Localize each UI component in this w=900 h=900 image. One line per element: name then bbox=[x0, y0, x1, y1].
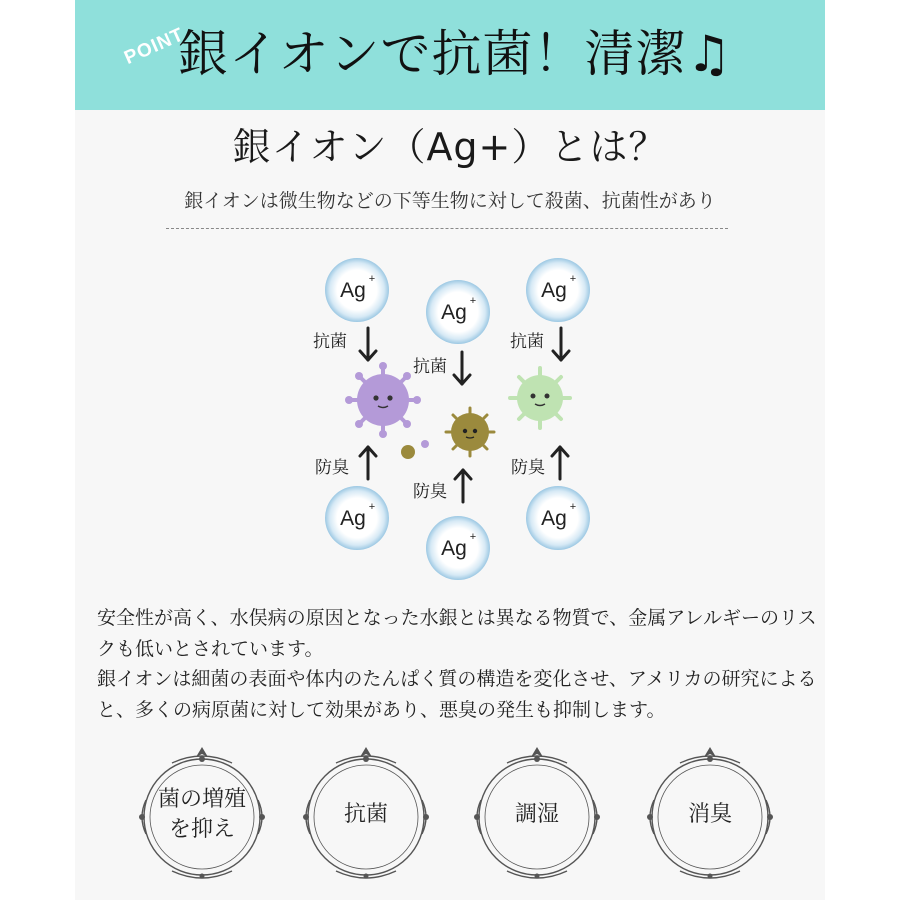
effect-paragraph: 銀イオンは細菌の表面や体内のたんぱく質の構造を変化させ、アメリカの研究によると、多くの病原菌に対して効果があり、悪臭の発生も抑制します。 bbox=[97, 668, 817, 721]
badge-deodorize bbox=[640, 745, 780, 885]
svg-text:+: + bbox=[569, 501, 577, 513]
olive-germ-icon bbox=[446, 408, 494, 456]
deodorize-label-left bbox=[315, 458, 349, 478]
olive-spore-icon bbox=[401, 445, 415, 459]
svg-text:抗菌: 抗菌 bbox=[413, 357, 447, 377]
section-title: 銀イオン（Ag+）とは？ bbox=[232, 125, 668, 169]
antibacterial-label-middle bbox=[413, 357, 447, 377]
svg-text:抗菌: 抗菌 bbox=[510, 332, 544, 352]
ion-top-right bbox=[526, 258, 590, 322]
antibacterial-label-right bbox=[510, 332, 544, 352]
up-arrow-icon bbox=[360, 447, 376, 479]
silver-ion-diagram bbox=[290, 250, 620, 590]
svg-text:+: + bbox=[469, 295, 477, 307]
ion-bottom-left bbox=[325, 486, 389, 550]
svg-text:防臭: 防臭 bbox=[315, 458, 349, 478]
svg-text:+: + bbox=[469, 531, 477, 543]
up-arrow-icon bbox=[552, 447, 568, 479]
svg-text:+: + bbox=[368, 501, 376, 513]
badge-suppress-growth bbox=[132, 745, 272, 885]
point-tag: POINT bbox=[121, 24, 188, 69]
up-arrow-icon bbox=[455, 470, 471, 502]
badge-line2: を抑え bbox=[168, 817, 235, 842]
ion-bottom-right bbox=[526, 486, 590, 550]
purple-spore-icon bbox=[421, 440, 429, 448]
badge-line1: 菌の増殖 bbox=[157, 787, 246, 812]
svg-text:Ag: Ag bbox=[441, 537, 467, 560]
dashed-divider bbox=[166, 228, 728, 229]
svg-text:Ag: Ag bbox=[541, 507, 567, 530]
down-arrow-icon bbox=[553, 328, 569, 360]
deodorize-label-right bbox=[511, 458, 545, 478]
svg-text:防臭: 防臭 bbox=[413, 482, 447, 502]
section-subtitle: 銀イオンは微生物などの下等生物に対して殺菌、抗菌性があり bbox=[184, 190, 716, 212]
svg-text:Ag: Ag bbox=[340, 279, 366, 302]
ion-top-left bbox=[325, 258, 389, 322]
down-arrow-icon bbox=[360, 328, 376, 360]
svg-text:Ag: Ag bbox=[340, 507, 366, 530]
deodorize-label-middle bbox=[413, 482, 447, 502]
badge-humidity-control bbox=[467, 745, 607, 885]
safety-paragraph: 安全性が高く、水俣病の原因となった水銀とは異なる物質で、金属アレルギーのリスクも低いとされています。 bbox=[97, 607, 817, 660]
purple-germ-icon bbox=[345, 362, 421, 438]
svg-text:防臭: 防臭 bbox=[511, 458, 545, 478]
svg-text:+: + bbox=[368, 273, 376, 285]
badge-antibacterial bbox=[296, 745, 436, 885]
green-germ-icon bbox=[510, 368, 570, 428]
ion-top-middle bbox=[426, 280, 490, 344]
badge-line1: 消臭 bbox=[687, 802, 732, 827]
svg-text:Ag: Ag bbox=[441, 301, 467, 324]
antibacterial-label-left bbox=[313, 332, 347, 352]
banner-title: 銀イオンで抗菌！清潔♫ bbox=[178, 25, 733, 83]
badge-line1: 調湿 bbox=[514, 802, 559, 827]
svg-text:+: + bbox=[569, 273, 577, 285]
ion-bottom-middle bbox=[426, 516, 490, 580]
badge-line1: 抗菌 bbox=[343, 802, 388, 827]
svg-text:抗菌: 抗菌 bbox=[313, 332, 347, 352]
down-arrow-icon bbox=[454, 352, 470, 384]
svg-text:Ag: Ag bbox=[541, 279, 567, 302]
